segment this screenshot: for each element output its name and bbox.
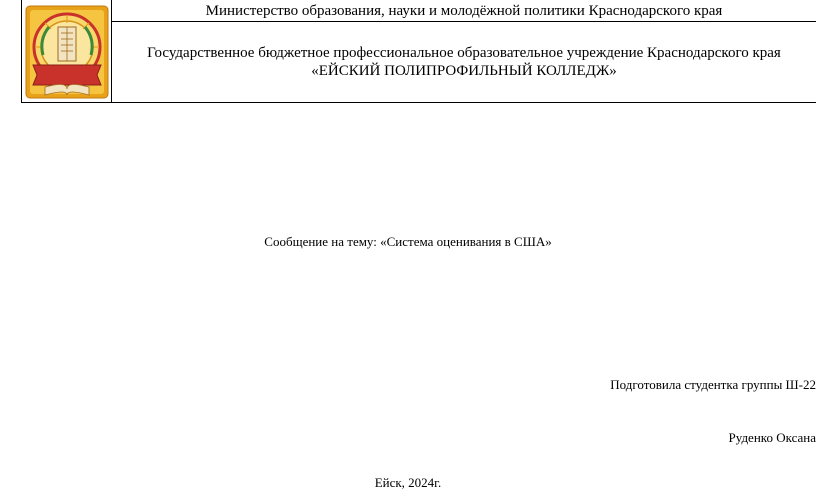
author-name: Руденко Оксана [729, 430, 816, 446]
institution-line-1: Государственное бюджетное профессиональное образовательное учреждение Краснодарского края [112, 44, 816, 62]
institution-name [112, 22, 816, 80]
institution-line-2: «ЕЙСКИЙ ПОЛИПРОФИЛЬНЫЙ КОЛЛЕДЖ» [112, 62, 816, 80]
college-emblem-icon [25, 5, 109, 99]
city-year: Ейск, 2024г. [0, 476, 816, 490]
header-text-cell [112, 0, 816, 103]
author-group: Подготовила студентка группы Ш-22 [610, 377, 816, 393]
report-topic: Сообщение на тему: «Система оценивания в США» [0, 234, 816, 250]
logo-cell [22, 0, 112, 103]
ministry-name: Министерство образования, науки и молодёжной политики Краснодарского края [112, 0, 816, 22]
header-table [21, 0, 816, 103]
